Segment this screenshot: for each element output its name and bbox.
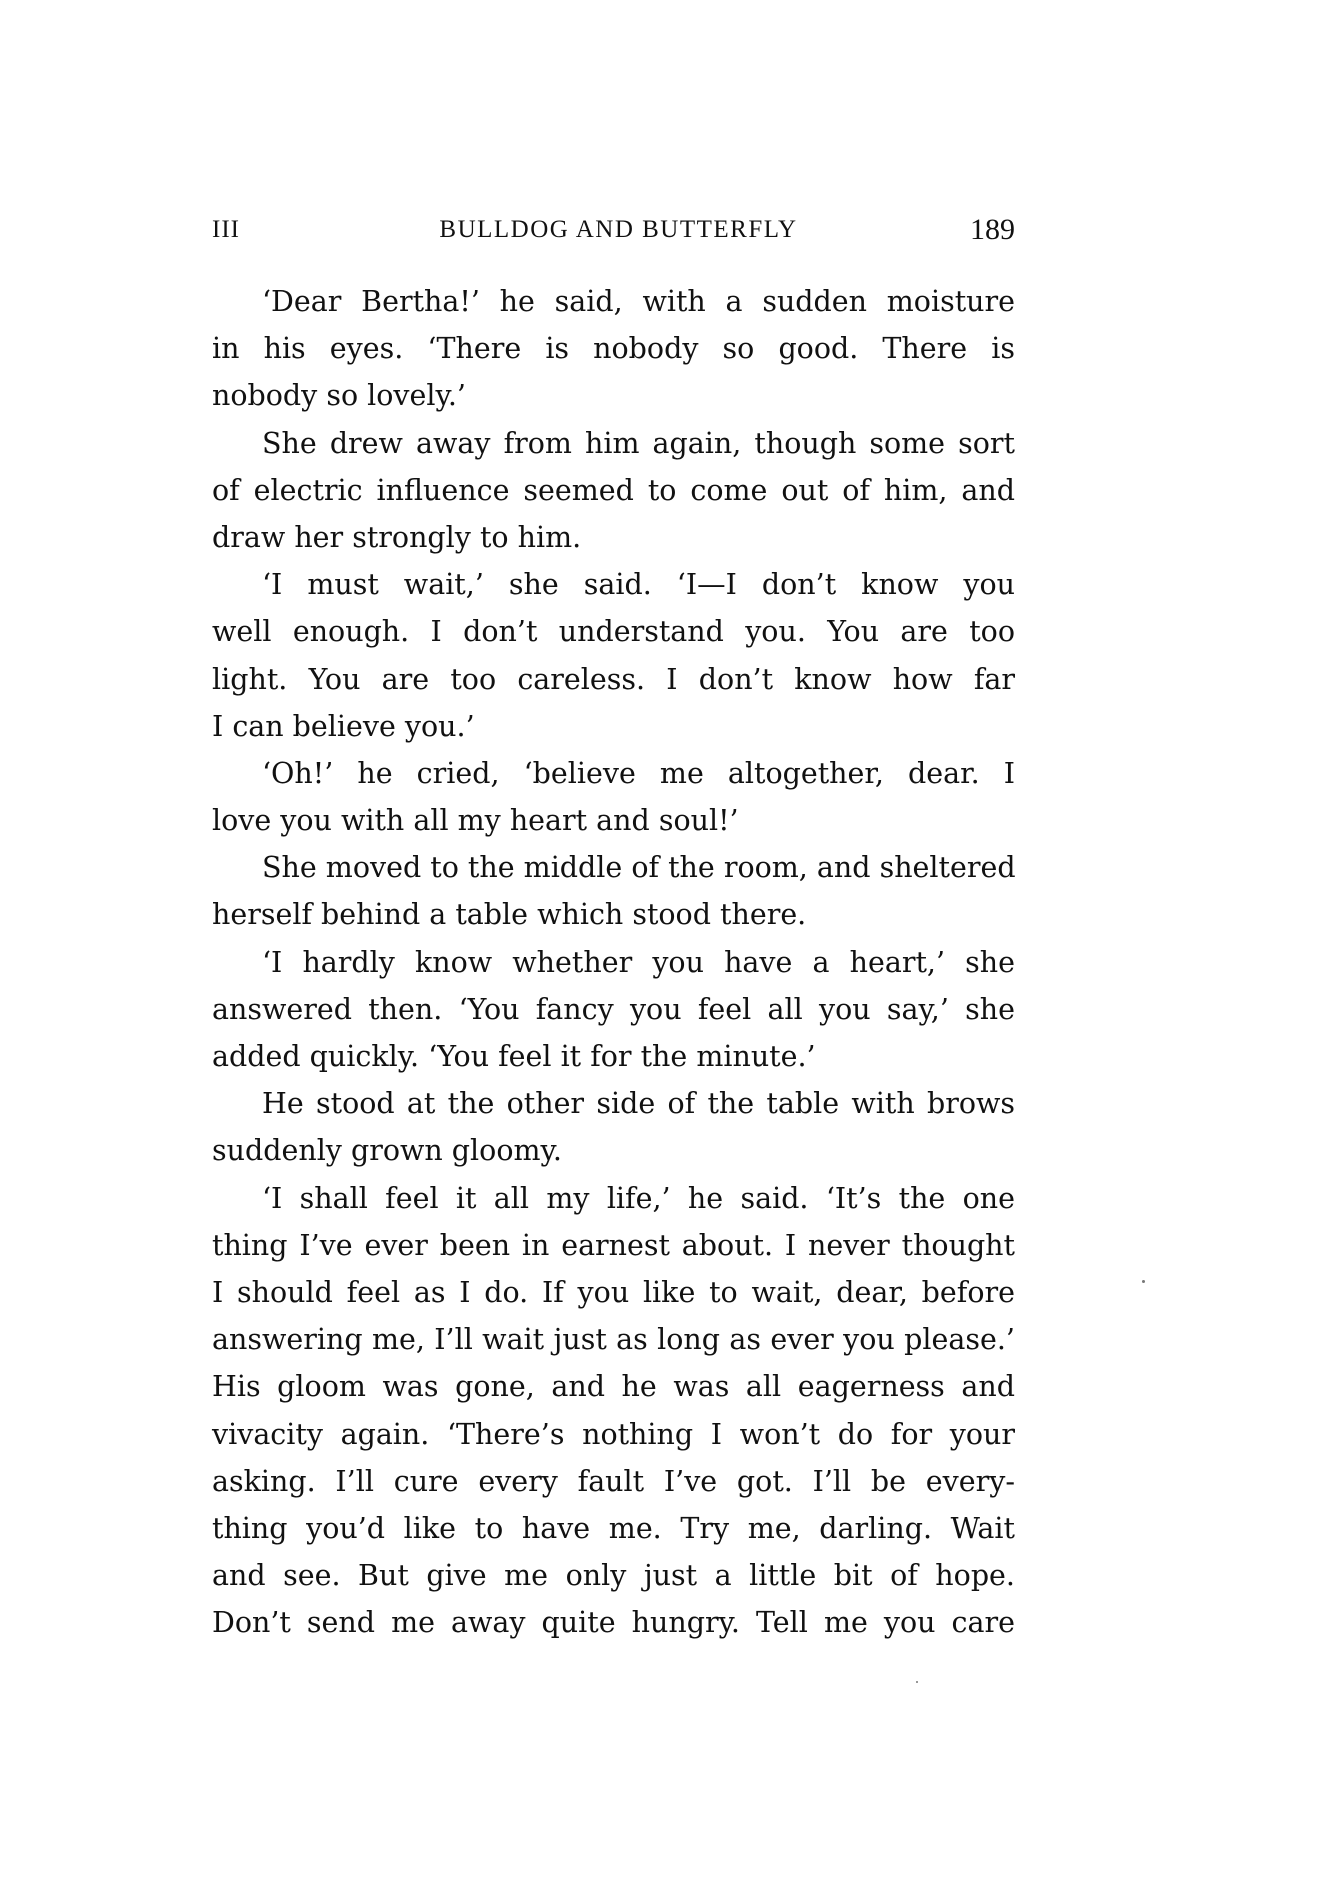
text-line: She moved to the middle of the room, and sheltered (262, 851, 1016, 885)
text-line: well enough. I don’t understand you. You are too (212, 615, 1015, 649)
paragraph (212, 420, 1015, 562)
page-number: 189 (970, 213, 1015, 246)
body-text (212, 278, 1015, 1646)
paper-speck (916, 1681, 918, 1683)
text-line: in his eyes. ‘There is nobody so good. There is (212, 332, 1015, 366)
text-line: He stood at the other side of the table with brows (262, 1087, 1015, 1121)
running-title: BULLDOG AND BUTTERFLY (439, 216, 798, 243)
text-line: I should feel as I do. If you like to wait, dear, before (212, 1275, 1015, 1309)
paragraph (212, 561, 1015, 750)
text-line: His gloom was gone, and he was all eagerness and (212, 1370, 1015, 1404)
text-line: Don’t send me away quite hungry. Tell me you care (212, 1606, 1015, 1640)
text-line: of electric influence seemed to come out of him, and (212, 473, 1015, 507)
text-line: herself behind a table which stood there. (212, 898, 807, 932)
text-line: answering me, I’ll wait just as long as ever you please.’ (212, 1323, 1015, 1357)
paragraph (212, 1175, 1015, 1647)
chapter-number: III (212, 216, 240, 243)
text-line: suddenly grown gloomy. (212, 1134, 562, 1168)
text-line: asking. I’ll cure every fault I’ve got. I’ll be every- (212, 1464, 1015, 1498)
paragraph (212, 939, 1015, 1081)
text-line: love you with all my heart and soul!’ (212, 804, 739, 838)
paragraph (212, 750, 1015, 844)
text-line: ‘Oh!’ he cried, ‘believe me altogether, dear. I (262, 756, 1015, 790)
text-line: answered then. ‘You fancy you feel all you say,’ she (212, 992, 1015, 1026)
text-line: I can believe you.’ (212, 709, 475, 743)
paragraph (212, 844, 1015, 938)
running-header (212, 210, 1015, 250)
text-line: ‘I hardly know whether you have a heart,’ she (262, 945, 1015, 979)
paragraph (212, 278, 1015, 420)
text-line: nobody so lovely.’ (212, 379, 466, 413)
text-line: thing I’ve ever been in earnest about. I never thought (212, 1228, 1015, 1262)
text-line: added quickly. ‘You feel it for the minute.’ (212, 1040, 816, 1073)
text-line: She drew away from him again, though some sort (262, 426, 1015, 460)
text-line: thing you’d like to have me. Try me, darling. Wait (212, 1511, 1015, 1545)
text-line: vivacity again. ‘There’s nothing I won’t do for your (212, 1417, 1015, 1451)
text-line: and see. But give me only just a little bit of hope. (212, 1559, 1015, 1593)
paper-speck (1142, 1280, 1145, 1283)
text-line: draw her strongly to him. (212, 520, 582, 554)
paragraph (212, 1080, 1015, 1174)
text-line: ‘I shall feel it all my life,’ he said. ‘It’s the one (262, 1181, 1015, 1215)
text-line: light. You are too careless. I don’t know how far (212, 662, 1015, 696)
text-line: ‘I must wait,’ she said. ‘I—I don’t know you (262, 568, 1015, 602)
text-line: ‘Dear Bertha!’ he said, with a sudden moisture (262, 285, 1015, 318)
